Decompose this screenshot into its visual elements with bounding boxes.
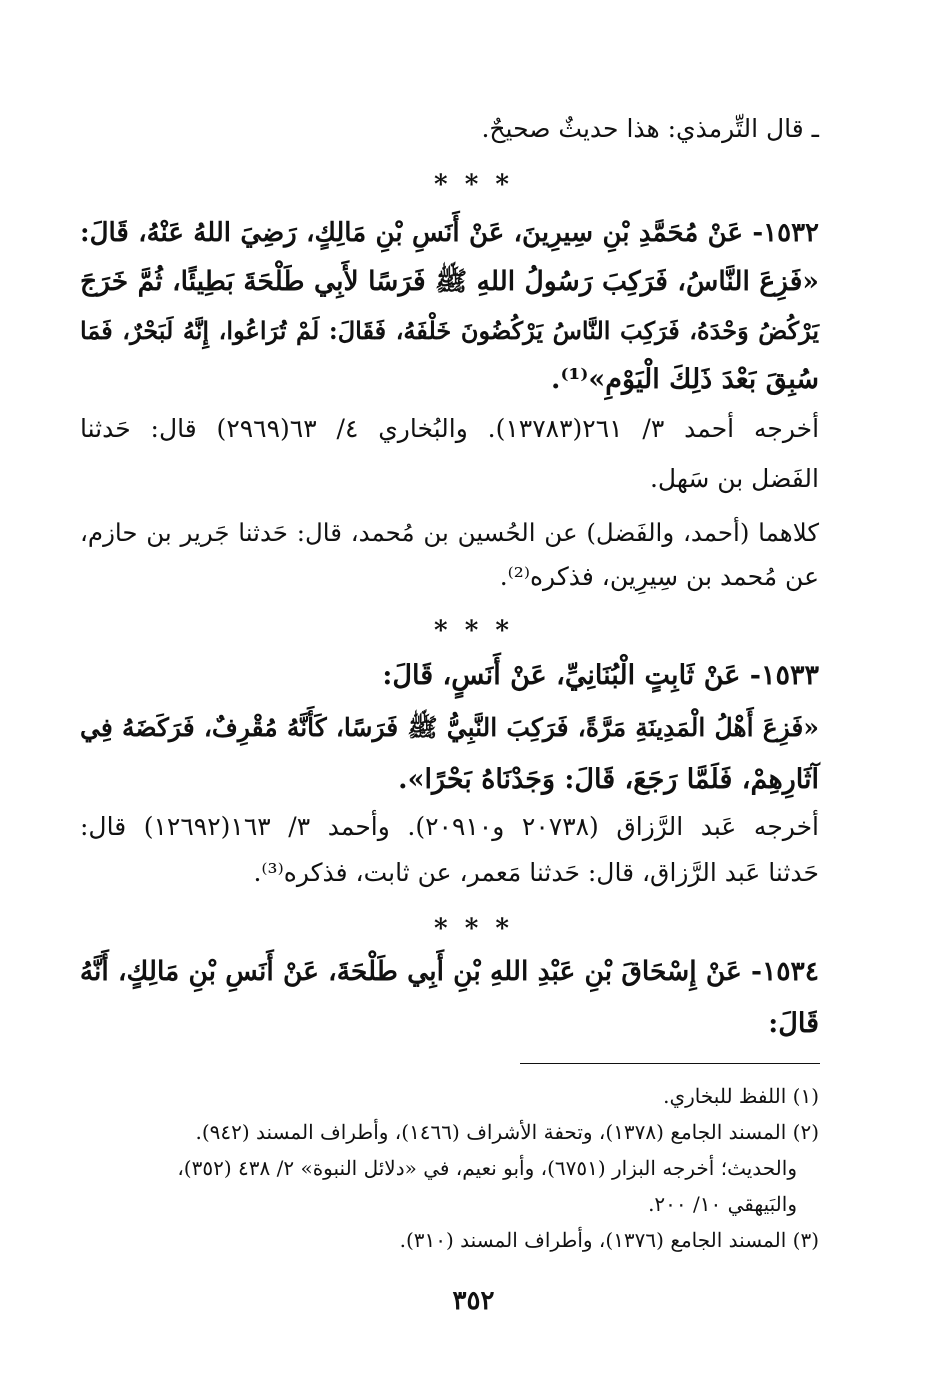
- hadith-1532-line-4: سُبِقَ بَعْدَ ذَلِكَ الْيَوْمِ»⁽¹⁾.: [551, 364, 819, 395]
- hadith-1532-takhrij-line-2: الفَضل بن سَهل.: [649, 464, 819, 493]
- hadith-1532-chain-line-2: عن مُحمد بن سِيرِين، فذكره⁽²⁾.: [499, 562, 819, 591]
- section-separator: * * *: [434, 170, 513, 200]
- footnote-2: (٢) المسند الجامع (١٣٧٨)، وتحفة الأشراف (١٤٦٦)، وأطراف المسند (٩٤٢).: [195, 1120, 819, 1144]
- footnote-divider: [520, 1063, 820, 1064]
- hadith-1533-line-1: ١٥٣٣- عَنْ ثَابِتٍ الْبُنَانِيِّ، عَنْ أَنَسٍ، قَالَ:: [382, 660, 819, 691]
- footnote-1: (١) اللفظ للبخاري.: [663, 1084, 819, 1108]
- hadith-1532-takhrij-line-1: أخرجه أحمد ٣/ ٢٦١(١٣٧٨٣). والبُخاري ٤/ ٦٣(٢٩٦٩) قال: حَدثنا: [80, 414, 820, 443]
- page-number: ٣٥٢: [452, 1286, 495, 1316]
- hadith-1533-takhrij-line-2: حَدثنا عَبد الرَّزاق، قال: حَدثنا مَعمر، عن ثابت، فذكره⁽³⁾.: [253, 858, 819, 887]
- hadith-1532-chain-line-1: كلاهما (أحمد، والفَضل) عن الحُسين بن مُحمد، قال: حَدثنا جَرير بن حازم،: [80, 518, 819, 547]
- section-separator: * * *: [434, 914, 513, 944]
- hadith-1534-line-2: قَالَ:: [768, 1008, 819, 1039]
- footnote-2-continuation-2: والبَيهقي ١٠/ ٢٠٠.: [648, 1192, 797, 1216]
- hadith-1532-line-1: ١٥٣٢- عَنْ مُحَمَّدِ بْنِ سِيرِينَ، عَنْ أَنَسِ بْنِ مَالِكٍ، رَضِيَ اللهُ عَنْهُ، قَالَ:: [80, 218, 819, 248]
- hadith-1533-takhrij-line-1: أخرجه عَبد الرَّزاق (٢٠٧٣٨ و٢٠٩١٠). وأحمد ٣/ ١٦٣(١٢٦٩٢) قال:: [80, 812, 819, 841]
- intro-line: ـ قال التِّرمذي: هذا حديثٌ صحيحٌ.: [481, 114, 819, 143]
- hadith-1534-line-1: ١٥٣٤- عَنْ إِسْحَاقَ بْنِ عَبْدِ اللهِ بْنِ أَبِي طَلْحَةَ، عَنْ أَنَسِ بْنِ مَالِكٍ، أَنَّهُ: [79, 956, 819, 987]
- footnote-3: (٣) المسند الجامع (١٣٧٦)، وأطراف المسند (٣١٠).: [399, 1228, 819, 1252]
- hadith-1533-line-3: آثَارِهِمْ، فَلَمَّا رَجَعَ، قَالَ: وَجَدْنَاهُ بَحْرًا».: [398, 764, 819, 795]
- hadith-1532-line-2: «فَزِعَ النَّاسُ، فَرَكِبَ رَسُولُ اللهِ ﷺ فَرَسًا لأَبِي طَلْحَةَ بَطِيئًا، ثُمَّ خَرَجَ: [80, 266, 819, 297]
- hadith-1533-line-2: «فَزِعَ أَهْلُ الْمَدِينَةِ مَرَّةً، فَرَكِبَ النَّبِيُّ ﷺ فَرَسًا، كَأَنَّهُ مُقْرِفٌ، فَرَكَضَهُ فِي: [80, 713, 819, 742]
- section-separator: * * *: [434, 616, 513, 646]
- hadith-1532-line-3: يَرْكُضُ وَحْدَهُ، فَرَكِبَ النَّاسُ يَرْكُضُونَ خَلْفَهُ، فَقَالَ: لَمْ تُرَاعُوا، إِنَّهُ لَبَحْرٌ، فَمَا: [80, 316, 819, 345]
- footnote-2-continuation-1: والحديث؛ أخرجه البزار (٦٧٥١)، وأبو نعيم، في «دلائل النبوة» ٢/ ٤٣٨ (٣٥٢)،: [177, 1156, 797, 1180]
